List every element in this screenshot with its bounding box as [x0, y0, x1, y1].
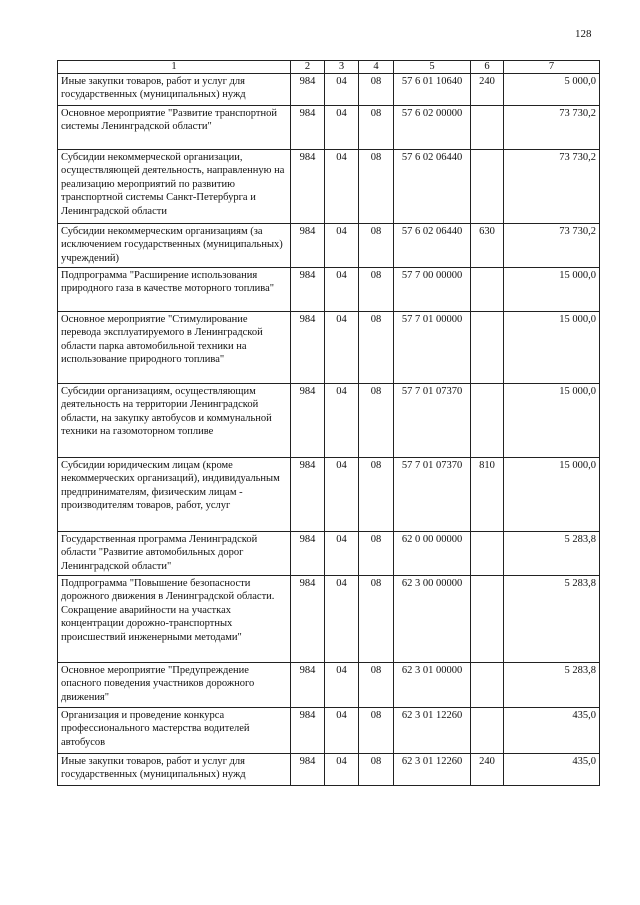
- table-row: [58, 150, 600, 224]
- table-row: [58, 576, 600, 663]
- cell-col4: 08: [359, 384, 394, 458]
- row-name: Государственная программа Ленинградской области "Развитие автомобильных дорог Ленинградской области": [58, 532, 291, 576]
- cell-amount: 73 730,2: [504, 150, 600, 224]
- cell-col3: 04: [325, 268, 359, 312]
- page-number: 128: [575, 28, 592, 40]
- cell-col4: 08: [359, 663, 394, 708]
- cell-col2: 984: [291, 268, 325, 312]
- cell-type: [471, 384, 504, 458]
- cell-type: [471, 532, 504, 576]
- cell-col4: 08: [359, 268, 394, 312]
- table-row: [58, 754, 600, 786]
- column-header: 7: [504, 61, 600, 74]
- cell-type: [471, 663, 504, 708]
- table-row: [58, 268, 600, 312]
- cell-col2: 984: [291, 74, 325, 106]
- cell-col2: 984: [291, 312, 325, 384]
- cell-code: 62 3 01 12260: [394, 708, 471, 754]
- cell-code: 57 7 00 00000: [394, 268, 471, 312]
- row-name: Иные закупки товаров, работ и услуг для государственных (муниципальных) нужд: [58, 74, 291, 106]
- cell-code: 62 0 00 00000: [394, 532, 471, 576]
- cell-amount: 15 000,0: [504, 312, 600, 384]
- cell-code: 57 7 01 00000: [394, 312, 471, 384]
- row-name: Субсидии некоммерческой организации, осуществляющей деятельность, направленную на реализацию мероприятий по развитию транспортной системы Санкт-Петербурга и Ленинградской области: [58, 150, 291, 224]
- cell-amount: 15 000,0: [504, 268, 600, 312]
- cell-type: 630: [471, 224, 504, 268]
- cell-code: 57 7 01 07370: [394, 384, 471, 458]
- column-header: 3: [325, 61, 359, 74]
- cell-col3: 04: [325, 708, 359, 754]
- cell-col2: 984: [291, 754, 325, 786]
- cell-amount: 435,0: [504, 754, 600, 786]
- cell-code: 62 3 01 00000: [394, 663, 471, 708]
- cell-col4: 08: [359, 458, 394, 532]
- row-name: Организация и проведение конкурса профессионального мастерства водителей автобусов: [58, 708, 291, 754]
- budget-table: [57, 60, 600, 786]
- cell-amount: 5 283,8: [504, 576, 600, 663]
- column-header: 4: [359, 61, 394, 74]
- cell-col4: 08: [359, 74, 394, 106]
- cell-amount: 435,0: [504, 708, 600, 754]
- column-header: 5: [394, 61, 471, 74]
- table-row: [58, 458, 600, 532]
- cell-col2: 984: [291, 150, 325, 224]
- cell-col2: 984: [291, 532, 325, 576]
- table-row: [58, 224, 600, 268]
- row-name: Субсидии организациям, осуществляющим деятельность на территории Ленинградской области, на закупку автобусов и коммунальной техники на газомоторном топливе: [58, 384, 291, 458]
- cell-col3: 04: [325, 532, 359, 576]
- row-name: Основное мероприятие "Предупреждение опасного поведения участников дорожного движения": [58, 663, 291, 708]
- cell-col3: 04: [325, 576, 359, 663]
- row-name: Субсидии юридическим лицам (кроме некоммерческих организаций), индивидуальным предпринимателям, физическим лицам - производителям товаров, работ, услуг: [58, 458, 291, 532]
- column-header: 2: [291, 61, 325, 74]
- cell-col3: 04: [325, 224, 359, 268]
- column-header: 1: [58, 61, 291, 74]
- cell-amount: 5 283,8: [504, 532, 600, 576]
- cell-code: 57 6 02 06440: [394, 224, 471, 268]
- cell-code: 57 6 02 00000: [394, 106, 471, 150]
- cell-col4: 08: [359, 150, 394, 224]
- cell-type: 240: [471, 754, 504, 786]
- cell-code: 57 7 01 07370: [394, 458, 471, 532]
- cell-col3: 04: [325, 458, 359, 532]
- table-row: [58, 74, 600, 106]
- table-row: [58, 663, 600, 708]
- cell-type: [471, 576, 504, 663]
- table-row: [58, 312, 600, 384]
- cell-col2: 984: [291, 106, 325, 150]
- table-row: [58, 708, 600, 754]
- row-name: Основное мероприятие "Развитие транспортной системы Ленинградской области": [58, 106, 291, 150]
- table-row: [58, 106, 600, 150]
- cell-col3: 04: [325, 663, 359, 708]
- table-row: [58, 384, 600, 458]
- cell-col4: 08: [359, 106, 394, 150]
- cell-type: [471, 268, 504, 312]
- table-row: [58, 532, 600, 576]
- cell-col3: 04: [325, 150, 359, 224]
- cell-col4: 08: [359, 754, 394, 786]
- cell-col3: 04: [325, 384, 359, 458]
- cell-amount: 73 730,2: [504, 106, 600, 150]
- cell-col3: 04: [325, 312, 359, 384]
- row-name: Подпрограмма "Повышение безопасности дорожного движения в Ленинградской области. Сокращение аварийности на участках концентрации дорожно-транспортных происшествий инженерными методами": [58, 576, 291, 663]
- cell-type: 240: [471, 74, 504, 106]
- cell-col2: 984: [291, 224, 325, 268]
- cell-amount: 15 000,0: [504, 458, 600, 532]
- cell-amount: 73 730,2: [504, 224, 600, 268]
- cell-code: 57 6 02 06440: [394, 150, 471, 224]
- header-row: [58, 61, 600, 74]
- cell-amount: 5 000,0: [504, 74, 600, 106]
- cell-col4: 08: [359, 224, 394, 268]
- row-name: Основное мероприятие "Стимулирование перевода эксплуатируемого в Ленинградской области парка автомобильной техники на использование природного топлива": [58, 312, 291, 384]
- cell-type: [471, 106, 504, 150]
- cell-col3: 04: [325, 754, 359, 786]
- cell-col4: 08: [359, 708, 394, 754]
- cell-col4: 08: [359, 312, 394, 384]
- cell-code: 62 3 01 12260: [394, 754, 471, 786]
- cell-type: [471, 708, 504, 754]
- cell-col4: 08: [359, 576, 394, 663]
- cell-col2: 984: [291, 576, 325, 663]
- cell-col2: 984: [291, 708, 325, 754]
- cell-type: [471, 312, 504, 384]
- column-header: 6: [471, 61, 504, 74]
- cell-col3: 04: [325, 74, 359, 106]
- cell-col2: 984: [291, 458, 325, 532]
- cell-code: 62 3 00 00000: [394, 576, 471, 663]
- cell-type: 810: [471, 458, 504, 532]
- cell-type: [471, 150, 504, 224]
- cell-amount: 5 283,8: [504, 663, 600, 708]
- cell-col2: 984: [291, 384, 325, 458]
- cell-amount: 15 000,0: [504, 384, 600, 458]
- cell-col4: 08: [359, 532, 394, 576]
- cell-col3: 04: [325, 106, 359, 150]
- cell-code: 57 6 01 10640: [394, 74, 471, 106]
- cell-col2: 984: [291, 663, 325, 708]
- row-name: Иные закупки товаров, работ и услуг для государственных (муниципальных) нужд: [58, 754, 291, 786]
- row-name: Субсидии некоммерческим организациям (за исключением государственных (муниципальных) учреждений): [58, 224, 291, 268]
- row-name: Подпрограмма "Расширение использования природного газа в качестве моторного топлива": [58, 268, 291, 312]
